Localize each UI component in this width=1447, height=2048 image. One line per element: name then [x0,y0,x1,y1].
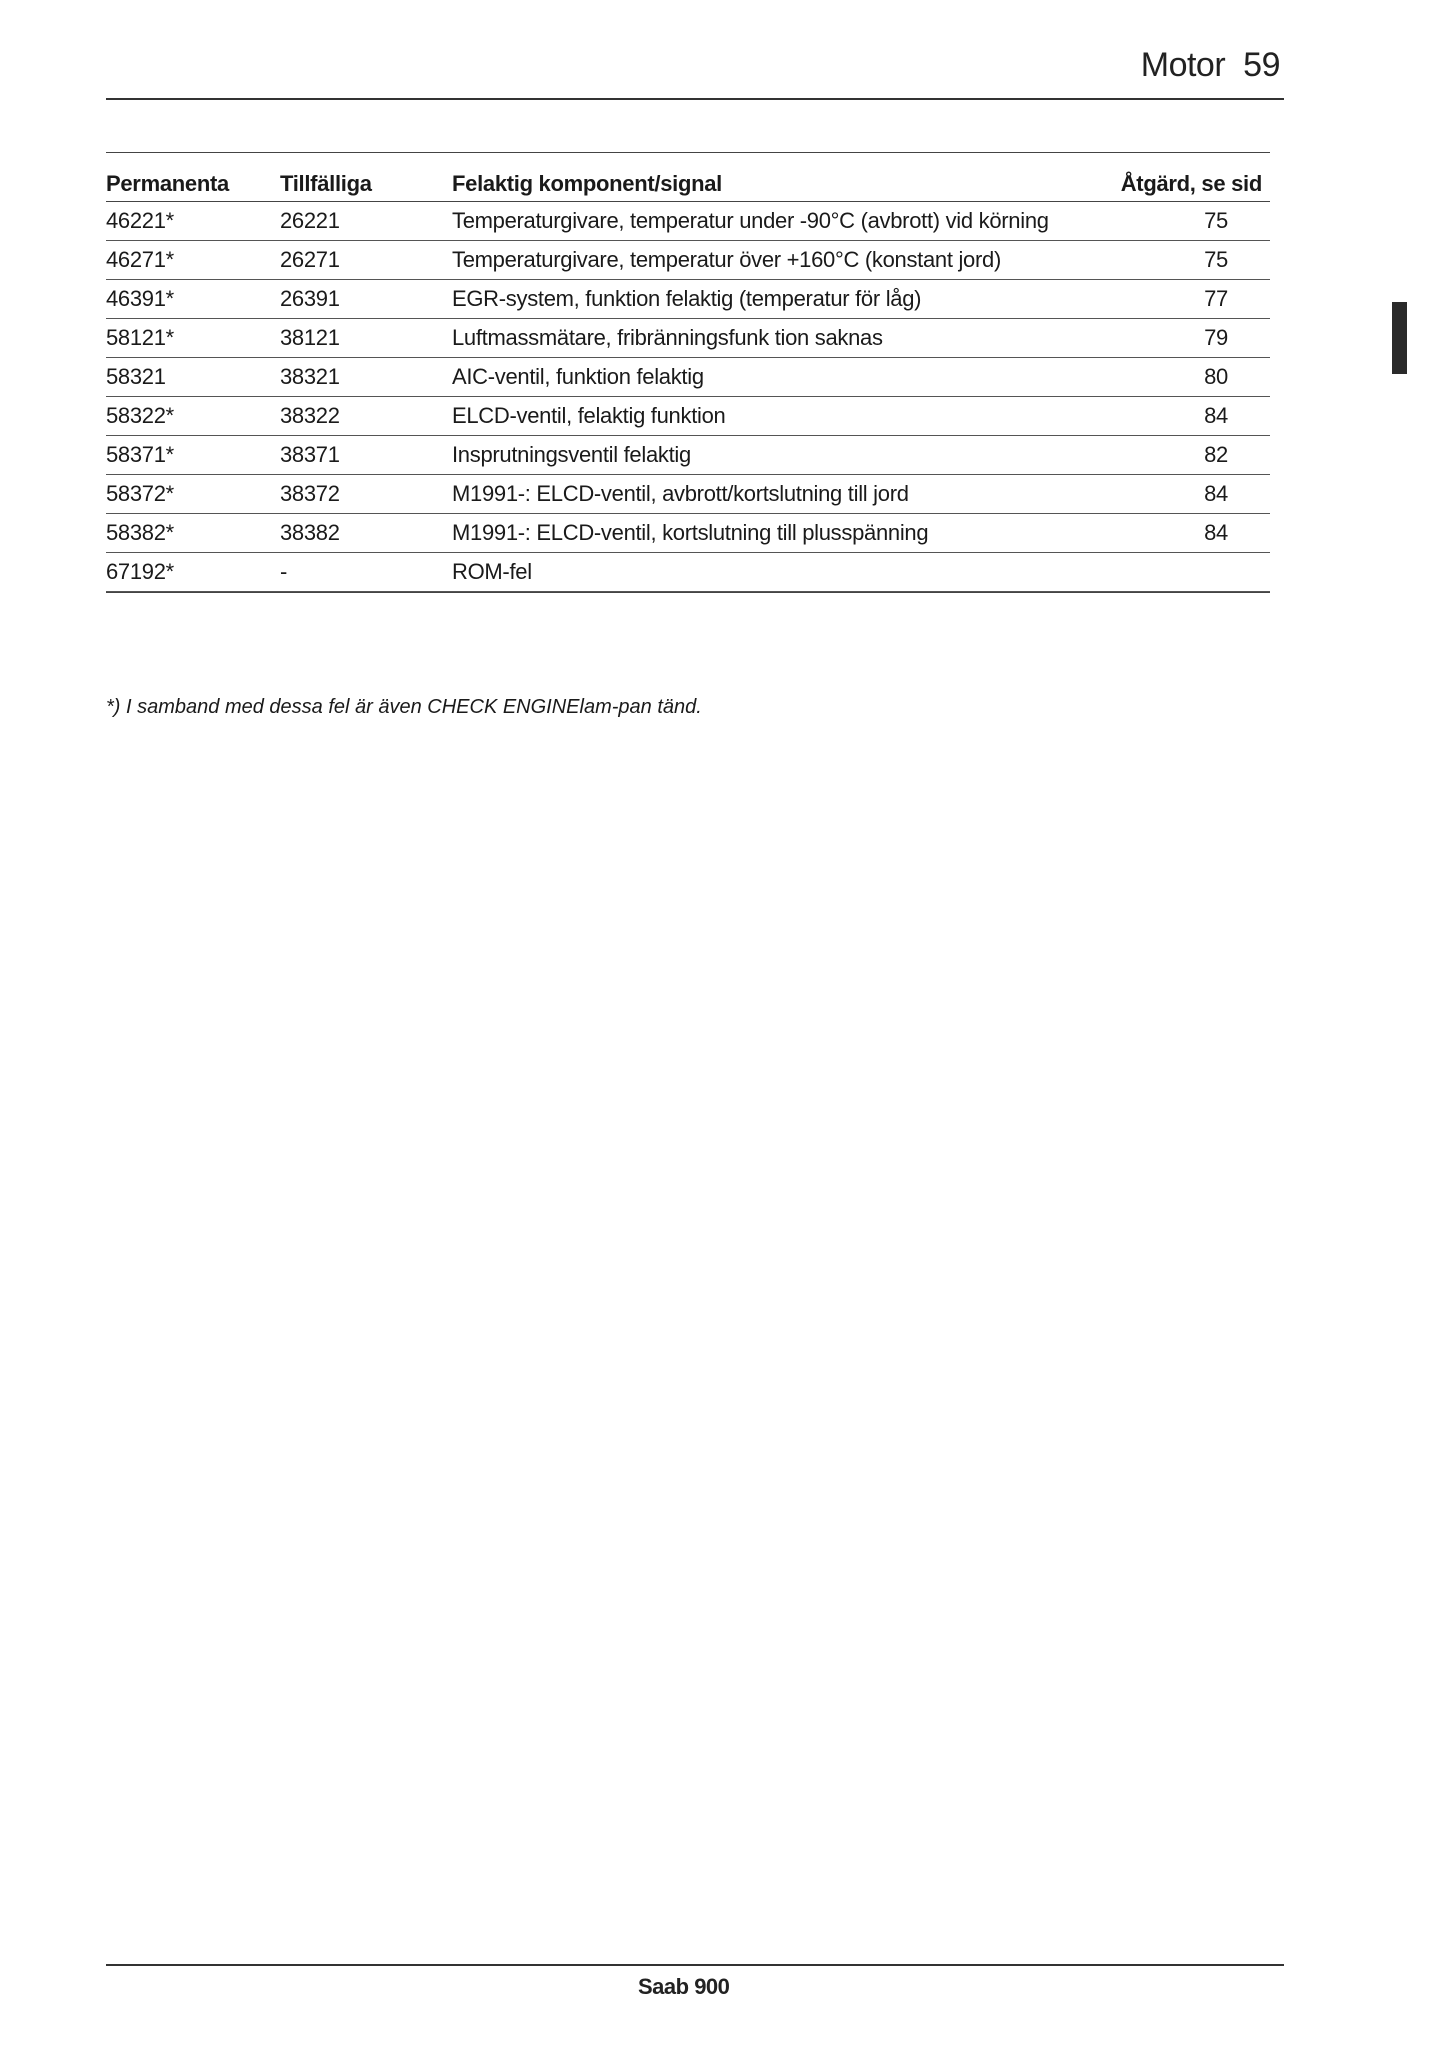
page-reference-cell: 80 [1092,358,1270,397]
table-row [106,397,1270,436]
permanent-code-cell: 58322* [106,397,280,436]
description-cell: ELCD-ventil, felaktig funktion [452,397,1092,436]
page-reference-cell: 84 [1092,475,1270,514]
description-cell: AIC-ventil, funktion felaktig [452,358,1092,397]
description-cell: Insprutningsventil felaktig [452,436,1092,475]
temporary-code-cell: 38322 [280,397,452,436]
table-row [106,514,1270,553]
temporary-code-cell: 26221 [280,202,452,241]
column-header-permanent: Permanenta [106,153,280,202]
description-cell: Luftmassmätare, fribränningsfunk tion saknas [452,319,1092,358]
page-header [106,44,1284,100]
description-cell: M1991-: ELCD-ventil, kortslutning till plusspänning [452,514,1092,553]
temporary-code-cell: 26271 [280,241,452,280]
description-cell: Temperaturgivare, temperatur över +160°C (konstant jord) [452,241,1092,280]
temporary-code-cell: 38382 [280,514,452,553]
permanent-code-cell: 46221* [106,202,280,241]
table-row [106,436,1270,475]
header-text [1141,46,1280,85]
temporary-code-cell: 38321 [280,358,452,397]
page-footer [106,1964,1284,1999]
description-cell: Temperaturgivare, temperatur under -90°C (avbrott) vid körning [452,202,1092,241]
footer-title: Saab 900 [638,1974,730,1999]
page-reference-cell: 77 [1092,280,1270,319]
table-row [106,319,1270,358]
page-reference-cell: 75 [1092,241,1270,280]
table-row [106,358,1270,397]
table-row [106,553,1270,592]
table-header-row [106,153,1270,202]
permanent-code-cell: 58371* [106,436,280,475]
permanent-code-cell: 58372* [106,475,280,514]
fault-code-table [106,152,1270,593]
table-row [106,475,1270,514]
column-header-description: Felaktig komponent/signal [452,153,1092,202]
page-reference-cell: 84 [1092,397,1270,436]
page-reference-cell: 84 [1092,514,1270,553]
edge-tab-marker [1392,302,1407,374]
permanent-code-cell: 58121* [106,319,280,358]
permanent-code-cell: 46391* [106,280,280,319]
permanent-code-cell: 67192* [106,553,280,592]
page-reference-cell: 79 [1092,319,1270,358]
footnote: *) I samband med dessa fel är även CHECK ENGINElam-pan tänd. [106,696,702,718]
permanent-code-cell: 58321 [106,358,280,397]
temporary-code-cell: 38121 [280,319,452,358]
table-row [106,241,1270,280]
page-reference-cell: 75 [1092,202,1270,241]
page-reference-cell [1092,553,1270,592]
temporary-code-cell: 26391 [280,280,452,319]
page-reference-cell: 82 [1092,436,1270,475]
description-cell: M1991-: ELCD-ventil, avbrott/kortslutning till jord [452,475,1092,514]
page-number: 59 [1243,46,1280,84]
temporary-code-cell: 38371 [280,436,452,475]
description-cell: ROM-fel [452,553,1092,592]
table-row [106,280,1270,319]
permanent-code-cell: 46271* [106,241,280,280]
table-row [106,202,1270,241]
section-title: Motor [1140,46,1226,84]
temporary-code-cell: - [280,553,452,592]
column-header-page: Åtgärd, se sid [1092,153,1270,202]
column-header-temporary: Tillfälliga [280,153,452,202]
permanent-code-cell: 58382* [106,514,280,553]
temporary-code-cell: 38372 [280,475,452,514]
description-cell: EGR-system, funktion felaktig (temperatur för låg) [452,280,1092,319]
